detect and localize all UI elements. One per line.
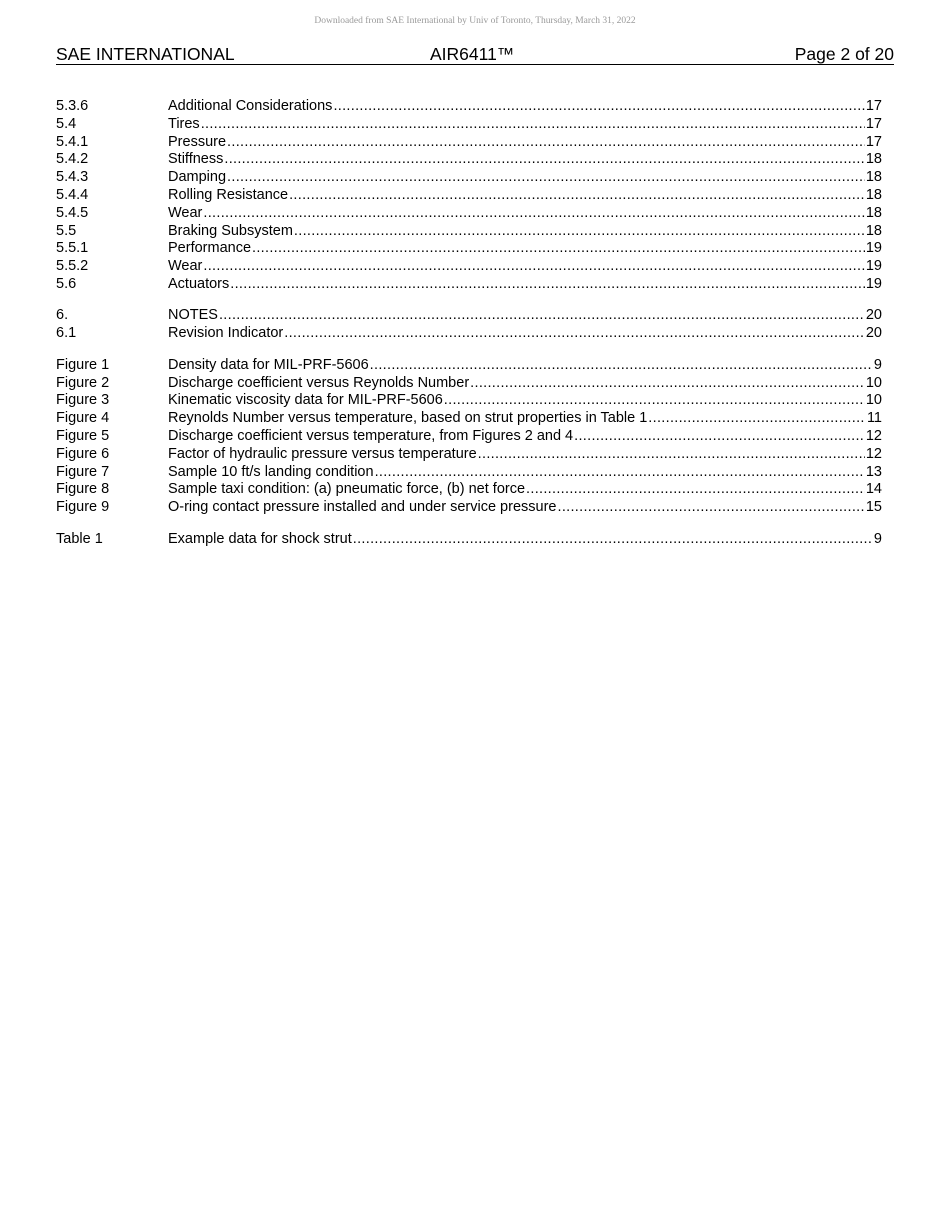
- toc-entry-number: 5.6: [56, 275, 77, 292]
- toc-entry[interactable]: [56, 276, 882, 294]
- toc-entry-title: Kinematic viscosity data for MIL-PRF-5606: [168, 392, 443, 409]
- toc-entry-page: 10: [865, 392, 882, 409]
- dot-leader: [230, 276, 865, 294]
- toc-entry-number: 5.4.5: [56, 204, 89, 221]
- header-organization: SAE INTERNATIONAL: [56, 44, 235, 64]
- toc-entry-title: Revision Indicator: [168, 325, 284, 342]
- dot-leader: [478, 446, 865, 464]
- toc-entry-number: 5.5.2: [56, 258, 89, 275]
- dot-leader: [203, 205, 864, 223]
- toc-entry-page: 18: [865, 186, 882, 203]
- toc-entry[interactable]: [56, 428, 882, 446]
- toc-group-tables: [56, 531, 882, 549]
- toc-entry-number: Figure 7: [56, 463, 110, 480]
- toc-entry-title: Pressure: [168, 133, 227, 150]
- toc-group-notes: [56, 307, 882, 343]
- header-page-number: Page 2 of 20: [794, 44, 894, 64]
- toc-entry-title: Discharge coefficient versus temperature, from Figures 2 and 4: [168, 427, 574, 444]
- toc-entry-title: Density data for MIL-PRF-5606: [168, 356, 369, 373]
- toc-entry-number: 5.4: [56, 115, 77, 132]
- dot-leader: [201, 116, 865, 134]
- toc-entry-number: 6.: [56, 307, 69, 324]
- toc-entry-title: Sample 10 ft/s landing condition: [168, 463, 374, 480]
- toc-entry-page: 20: [865, 307, 882, 324]
- toc-entry-title: Rolling Resistance: [168, 186, 289, 203]
- toc-entry[interactable]: [56, 134, 882, 152]
- toc-entry-number: 5.3.6: [56, 98, 89, 114]
- toc-entry-number: Figure 5: [56, 427, 110, 444]
- toc-entry[interactable]: [56, 325, 882, 343]
- dot-leader: [470, 375, 865, 393]
- toc-entry-page: 19: [865, 240, 882, 257]
- dot-leader: [224, 151, 865, 169]
- toc-entry-title: Wear: [168, 204, 203, 221]
- dot-leader: [294, 223, 865, 241]
- toc-entry-number: 5.4.1: [56, 133, 89, 150]
- toc-entry[interactable]: [56, 481, 882, 499]
- dot-leader: [648, 410, 866, 428]
- dot-leader: [333, 98, 864, 116]
- toc-entry-number: 5.4.4: [56, 186, 89, 203]
- toc-entry-page: 19: [865, 275, 882, 292]
- toc-entry-number: Figure 6: [56, 445, 110, 462]
- toc-entry-page: 12: [865, 427, 882, 444]
- toc-entry-title: Stiffness: [168, 151, 224, 168]
- toc-entry-page: 18: [865, 222, 882, 239]
- toc-entry-title: Factor of hydraulic pressure versus temperature: [168, 445, 477, 462]
- toc-entry-title: O-ring contact pressure installed and under service pressure: [168, 499, 557, 516]
- toc-entry[interactable]: [56, 151, 882, 169]
- toc-entry-number: Table 1: [56, 530, 103, 547]
- toc-entry[interactable]: [56, 169, 882, 187]
- toc-entry[interactable]: [56, 307, 882, 325]
- toc-entry[interactable]: [56, 240, 882, 258]
- toc-entry[interactable]: [56, 357, 882, 375]
- toc-entry-page: 19: [865, 258, 882, 275]
- toc-entry-number: Figure 8: [56, 481, 110, 498]
- download-watermark: Downloaded from SAE International by Univ of Toronto, Thursday, March 31, 2022: [314, 16, 636, 26]
- dot-leader: [444, 392, 865, 410]
- toc-entry-number: 5.5.1: [56, 240, 89, 257]
- dot-leader: [375, 464, 865, 482]
- toc-entry-title: Damping: [168, 169, 227, 186]
- toc-entry-page: 13: [865, 463, 882, 480]
- toc-entry-title: Example data for shock strut: [168, 530, 352, 547]
- toc-entry[interactable]: [56, 375, 882, 393]
- toc-entry-title: Tires: [168, 115, 200, 132]
- toc-entry-title: NOTES: [168, 307, 218, 324]
- toc-entry-title: Braking Subsystem: [168, 222, 293, 239]
- toc-entry-page: 17: [865, 115, 882, 132]
- dot-leader: [574, 428, 865, 446]
- toc-entry-number: Figure 9: [56, 499, 110, 516]
- toc-entry-number: Figure 4: [56, 410, 110, 427]
- dot-leader: [284, 325, 865, 343]
- toc-entry-page: 14: [865, 481, 882, 498]
- toc-entry-title: Sample taxi condition: (a) pneumatic force, (b) net force: [168, 481, 526, 498]
- dot-leader: [219, 307, 865, 325]
- toc-entry-title: Actuators: [168, 275, 230, 292]
- dot-leader: [353, 531, 873, 549]
- toc-entry-page: 20: [865, 325, 882, 342]
- dot-leader: [526, 481, 865, 499]
- toc-entry-number: 5.4.2: [56, 151, 89, 168]
- toc-entry-title: Wear: [168, 258, 203, 275]
- toc-entry[interactable]: [56, 410, 882, 428]
- toc-entry-number: Figure 1: [56, 356, 110, 373]
- dot-leader: [370, 357, 873, 375]
- header-document-id: AIR6411™: [430, 44, 515, 64]
- toc-entry-page: 17: [865, 98, 882, 114]
- toc-entry[interactable]: [56, 205, 882, 223]
- toc-entry-number: Figure 3: [56, 392, 110, 409]
- toc-entry[interactable]: [56, 187, 882, 205]
- toc-entry[interactable]: [56, 116, 882, 134]
- toc-entry[interactable]: [56, 446, 882, 464]
- toc-entry-page: 18: [865, 151, 882, 168]
- toc-entry[interactable]: [56, 464, 882, 482]
- dot-leader: [557, 499, 864, 517]
- toc-entry[interactable]: [56, 223, 882, 241]
- toc-entry-page: 18: [865, 169, 882, 186]
- toc-entry-title: Additional Considerations: [168, 98, 333, 114]
- toc-entry-page: 11: [866, 410, 882, 427]
- page-header: [56, 44, 894, 65]
- dot-leader: [227, 134, 865, 152]
- toc-entry-page: 12: [865, 445, 882, 462]
- toc-entry[interactable]: [56, 531, 882, 549]
- toc-entry-number: Figure 2: [56, 374, 110, 391]
- dot-leader: [227, 169, 865, 187]
- dot-leader: [203, 258, 864, 276]
- dot-leader: [289, 187, 865, 205]
- toc-entry-number: 6.1: [56, 325, 77, 342]
- toc-entry-page: 10: [865, 374, 882, 391]
- toc-entry-page: 9: [873, 530, 882, 547]
- dot-leader: [252, 240, 865, 258]
- toc-entry-number: 5.4.3: [56, 169, 89, 186]
- toc-entry[interactable]: [56, 392, 882, 410]
- toc-entry-title: Reynolds Number versus temperature, based on strut properties in Table 1: [168, 410, 648, 427]
- toc-entry-page: 9: [873, 356, 882, 373]
- toc-entry[interactable]: [56, 499, 882, 517]
- toc-entry-page: 18: [865, 204, 882, 221]
- toc-group-figures: [56, 357, 882, 517]
- toc-entry-page: 17: [865, 133, 882, 150]
- toc-entry-page: 15: [865, 499, 882, 516]
- toc-entry-title: Performance: [168, 240, 252, 257]
- table-of-contents: [56, 98, 882, 562]
- toc-entry-title: Discharge coefficient versus Reynolds Number: [168, 374, 470, 391]
- toc-entry[interactable]: [56, 98, 882, 116]
- toc-entry-number: 5.5: [56, 222, 77, 239]
- toc-group-sections: [56, 98, 882, 294]
- toc-entry[interactable]: [56, 258, 882, 276]
